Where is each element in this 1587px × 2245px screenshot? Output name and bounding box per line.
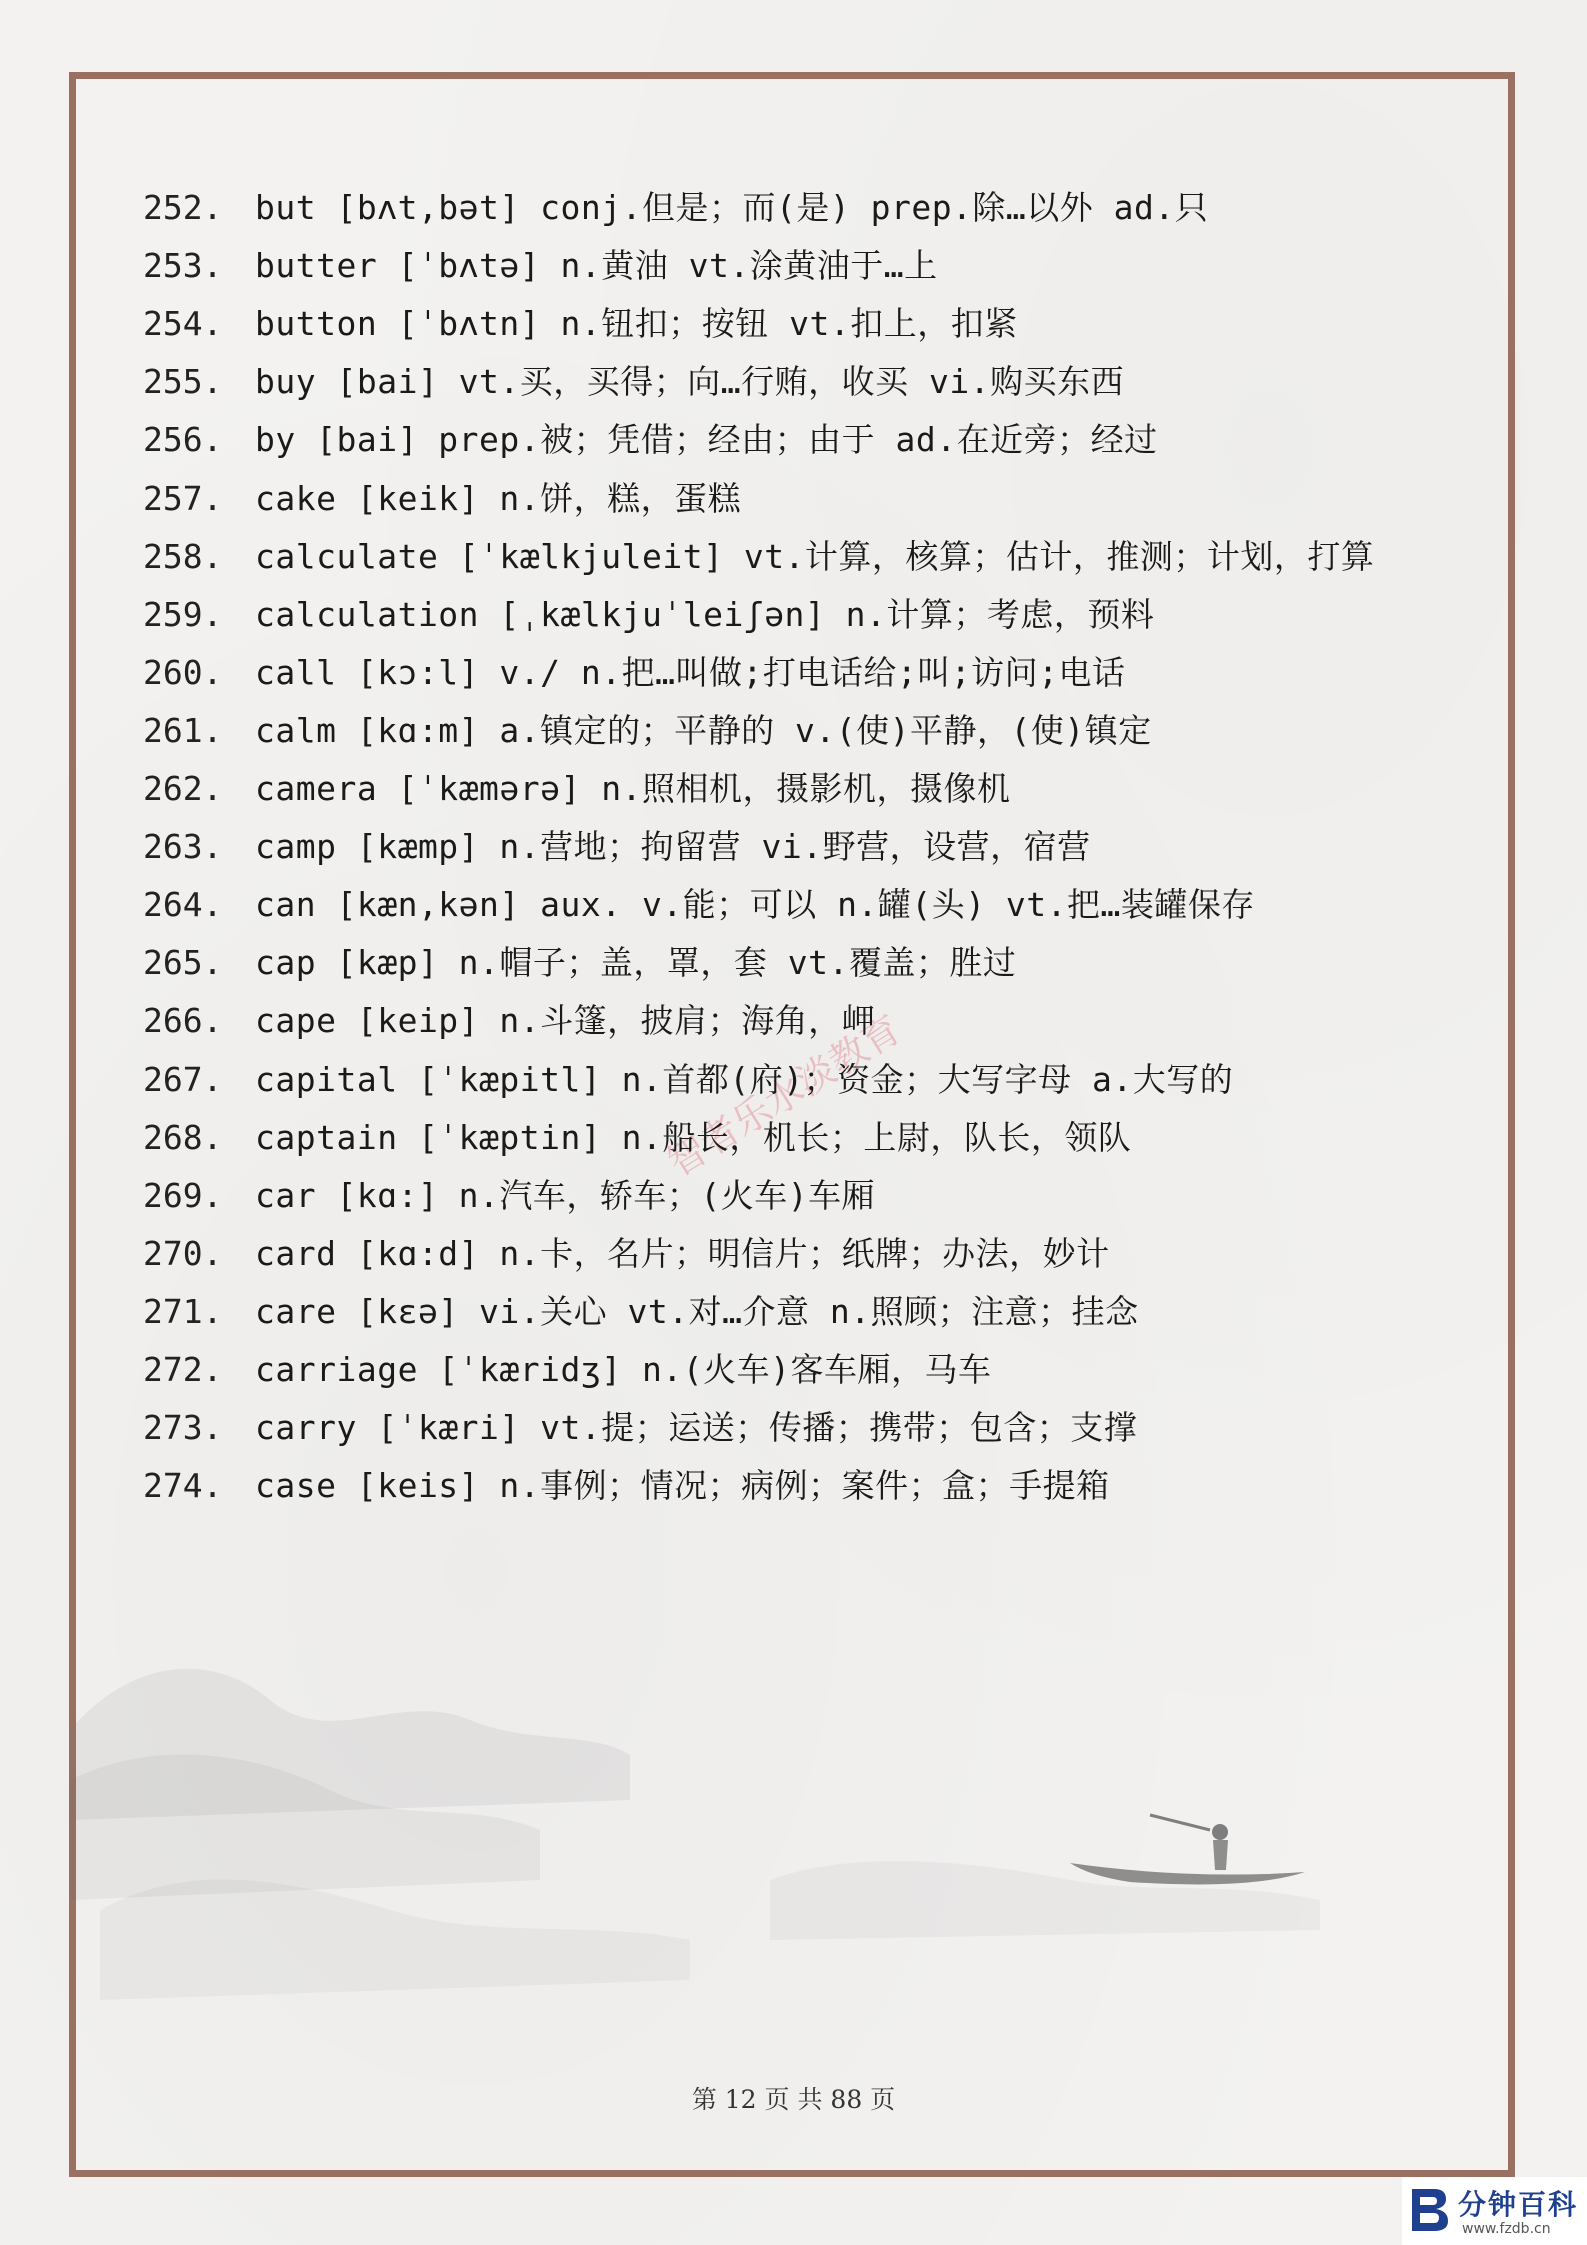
b-logo-icon xyxy=(1408,2185,1452,2235)
entry-definition: camp [kæmp] n.营地；拘留营 vi.野营，设营，宿营 xyxy=(255,827,1091,866)
vocab-entry xyxy=(0,1282,1587,1342)
page-number-footer: 第 12 页 共 88 页 xyxy=(691,2085,896,2114)
entry-definition: cake [keik] n.饼，糕，蛋糕 xyxy=(255,479,742,518)
entry-number: 258. xyxy=(143,537,223,576)
entry-definition: calculate [ˈkælkjuleit] vt.计算，核算；估计，推测；计划，打算 xyxy=(255,537,1375,576)
vocab-entry xyxy=(0,469,1587,529)
entry-definition: car [kɑ:] n.汽车，轿车；(火车)车厢 xyxy=(255,1176,876,1215)
vocab-entry xyxy=(0,991,1587,1051)
vocab-entry xyxy=(0,410,1587,470)
logo-name: 分钟百科 xyxy=(1458,2188,1579,2221)
entry-definition: can [kæn,kən] aux. v.能；可以 n.罐(头) vt.把…装罐保存 xyxy=(255,885,1255,924)
entry-number: 265. xyxy=(143,943,223,982)
entry-number: 253. xyxy=(143,246,223,285)
entry-number: 270. xyxy=(143,1234,223,1273)
entry-definition: butter [ˈbʌtə] n.黄油 vt.涂黄油于…上 xyxy=(255,246,938,285)
watermark-text: 智者乐水淡教育 xyxy=(659,1006,909,1185)
vocab-entry xyxy=(0,527,1587,587)
entry-definition: carry [ˈkæri] vt.提；运送；传播；携带；包含；支撑 xyxy=(255,1408,1138,1447)
vocab-entry xyxy=(0,236,1587,296)
entry-definition: card [kɑ:d] n.卡，名片；明信片；纸牌；办法，妙计 xyxy=(255,1234,1110,1273)
entry-definition: by [bai] prep.被；凭借；经由；由于 ad.在近旁；经过 xyxy=(255,420,1158,459)
entry-number: 267. xyxy=(143,1060,223,1099)
vocab-entry xyxy=(0,1340,1587,1400)
vocab-entry xyxy=(0,933,1587,993)
vocab-entry xyxy=(0,1224,1587,1284)
entry-definition: buy [bai] vt.买，买得；向…行贿，收买 vi.购买东西 xyxy=(255,362,1125,401)
entry-definition: camera [ˈkæmərə] n.照相机，摄影机，摄像机 xyxy=(255,769,1011,808)
entry-number: 254. xyxy=(143,304,223,343)
entry-definition: calm [kɑ:m] a.镇定的；平静的 v.(使)平静，(使)镇定 xyxy=(255,711,1152,750)
entry-number: 257. xyxy=(143,479,223,518)
entry-number: 274. xyxy=(143,1466,223,1505)
vocab-entry xyxy=(0,178,1587,238)
vocab-entry xyxy=(0,294,1587,354)
entry-number: 273. xyxy=(143,1408,223,1447)
entry-number: 256. xyxy=(143,420,223,459)
entry-definition: button [ˈbʌtn] n.钮扣；按钮 vt.扣上，扣紧 xyxy=(255,304,1018,343)
entry-number: 255. xyxy=(143,362,223,401)
entry-number: 260. xyxy=(143,653,223,692)
entry-number: 266. xyxy=(143,1001,223,1040)
vocab-entry xyxy=(0,1398,1587,1458)
entry-definition: case [keis] n.事例；情况；病例；案件；盒；手提箱 xyxy=(255,1466,1110,1505)
entry-number: 252. xyxy=(143,188,223,227)
vocab-entry xyxy=(0,643,1587,703)
entry-definition: carriage [ˈkæridʒ] n.(火车)客车厢，马车 xyxy=(255,1350,992,1389)
vocab-entry xyxy=(0,1166,1587,1226)
entry-number: 259. xyxy=(143,595,223,634)
entry-number: 272. xyxy=(143,1350,223,1389)
vocab-entry xyxy=(0,1456,1587,1516)
entry-definition: capital [ˈkæpitl] n.首都(府)；资金；大写字母 a.大写的 xyxy=(255,1060,1234,1099)
entry-number: 262. xyxy=(143,769,223,808)
entry-definition: care [kεə] vi.关心 vt.对…介意 n.照顾；注意；挂念 xyxy=(255,1292,1139,1331)
vocab-entry xyxy=(0,701,1587,761)
vocab-entry xyxy=(0,875,1587,935)
entry-definition: cape [keip] n.斗篷，披肩；海角，岬 xyxy=(255,1001,876,1040)
site-logo[interactable] xyxy=(1402,2177,1587,2245)
entry-number: 271. xyxy=(143,1292,223,1331)
entry-definition: captain [ˈkæptin] n.船长，机长；上尉，队长，领队 xyxy=(255,1118,1132,1157)
entry-definition: call [kɔ:l] v./ n.把…叫做;打电话给;叫;访问;电话 xyxy=(255,653,1126,692)
vocab-entry xyxy=(0,1108,1587,1168)
entry-number: 261. xyxy=(143,711,223,750)
entry-definition: calculation [ˌkælkjuˈleiʃən] n.计算；考虑，预料 xyxy=(255,595,1155,634)
vocab-entry xyxy=(0,1050,1587,1110)
entry-number: 264. xyxy=(143,885,223,924)
logo-url: www.fzdb.cn xyxy=(1462,2221,1551,2237)
vocab-entry xyxy=(0,817,1587,877)
entry-definition: cap [kæp] n.帽子；盖，罩，套 vt.覆盖；胜过 xyxy=(255,943,1017,982)
entry-number: 268. xyxy=(143,1118,223,1157)
vocab-entry xyxy=(0,352,1587,412)
vocab-entry xyxy=(0,759,1587,819)
vocab-entry xyxy=(0,585,1587,645)
entry-definition: but [bʌt,bət] conj.但是；而(是) prep.除…以外 ad.只 xyxy=(255,188,1209,227)
entry-number: 263. xyxy=(143,827,223,866)
entry-number: 269. xyxy=(143,1176,223,1215)
